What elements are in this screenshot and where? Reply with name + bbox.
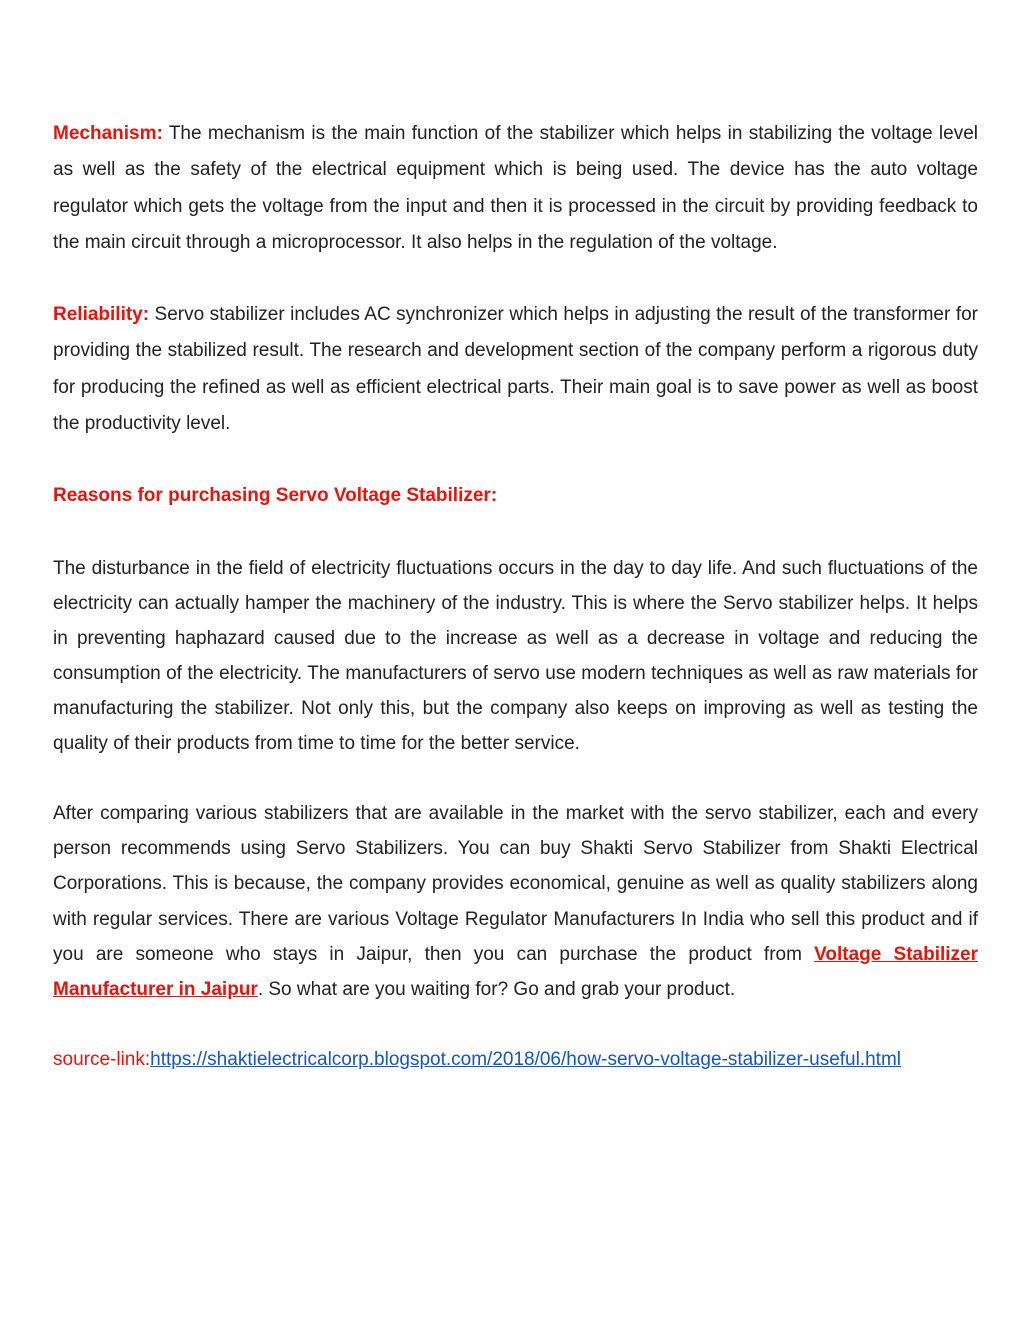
disturbance-paragraph: The disturbance in the field of electricity fluctuations occurs in the day to day life. And such fluctuations of the electricity can actually hamper the machinery of the industry. This is where the Servo stabilizer helps. It helps in preventing haphazard caused due to the increase as well as a decrease in voltage and reducing the consumption of the electricity. The manufacturers of servo use modern techniques as well as raw materials for manufacturing the stabilizer. Not only this, but the company also keeps on improving as well as testing the quality of their products from time to time for the better service. (53, 557, 978, 755)
reasons-heading-text: Reasons for purchasing Servo Voltage Stabilizer: (53, 485, 498, 507)
manufacturer-jaipur-link[interactable]: Voltage Stabilizer Manufacturer in Jaipur (53, 943, 979, 1000)
mechanism-text: The mechanism is the main function of the stabilizer which helps in stabilizing the voltage level as well as the safety of the electrical equipment which is being used. The device has the auto voltage regulator which gets the voltage from the input and then it is processed in the circuit by providing feedback to the main circuit through a microprocessor. It also helps in the regulation of the voltage. (53, 123, 978, 253)
mechanism-paragraph (53, 116, 978, 261)
recommendation-text-before: After comparing various stabilizers that are available in the market with the servo stabilizer, each and every person recommends using Servo Stabilizers. You can buy Shakti Servo Stabilizer from Shakti Electrical Corporations. This is because, the company provides economical, genuine as well as quality stabilizers along with regular services. There are various Voltage Regulator Manufacturers In India who sell this product and if you are someone who stays in Jaipur, then you can purchase the product from (53, 803, 978, 965)
source-url-link[interactable]: https://shaktielectricalcorp.blogspot.com/2018/06/how-servo-voltage-stabilizer-useful.html (150, 1048, 902, 1070)
reliability-text: Servo stabilizer includes AC synchronizer which helps in adjusting the result of the transformer for providing the stabilized result. The research and development section of the company perform a rigorous duty for producing the refined as well as efficient electrical parts. Their main goal is to save power as well as boost the productivity level. (53, 304, 978, 435)
recommendation-paragraph (53, 796, 978, 1007)
document-page (53, 116, 978, 1078)
source-paragraph (53, 1042, 978, 1078)
mechanism-label: Mechanism: (53, 123, 163, 144)
reliability-paragraph (53, 297, 978, 442)
recommendation-text-after: . So what are you waiting for? Go and grab your product. (257, 978, 736, 1000)
reliability-label: Reliability: (53, 304, 150, 326)
source-label: source-link: (53, 1048, 151, 1070)
reasons-heading (53, 478, 978, 514)
